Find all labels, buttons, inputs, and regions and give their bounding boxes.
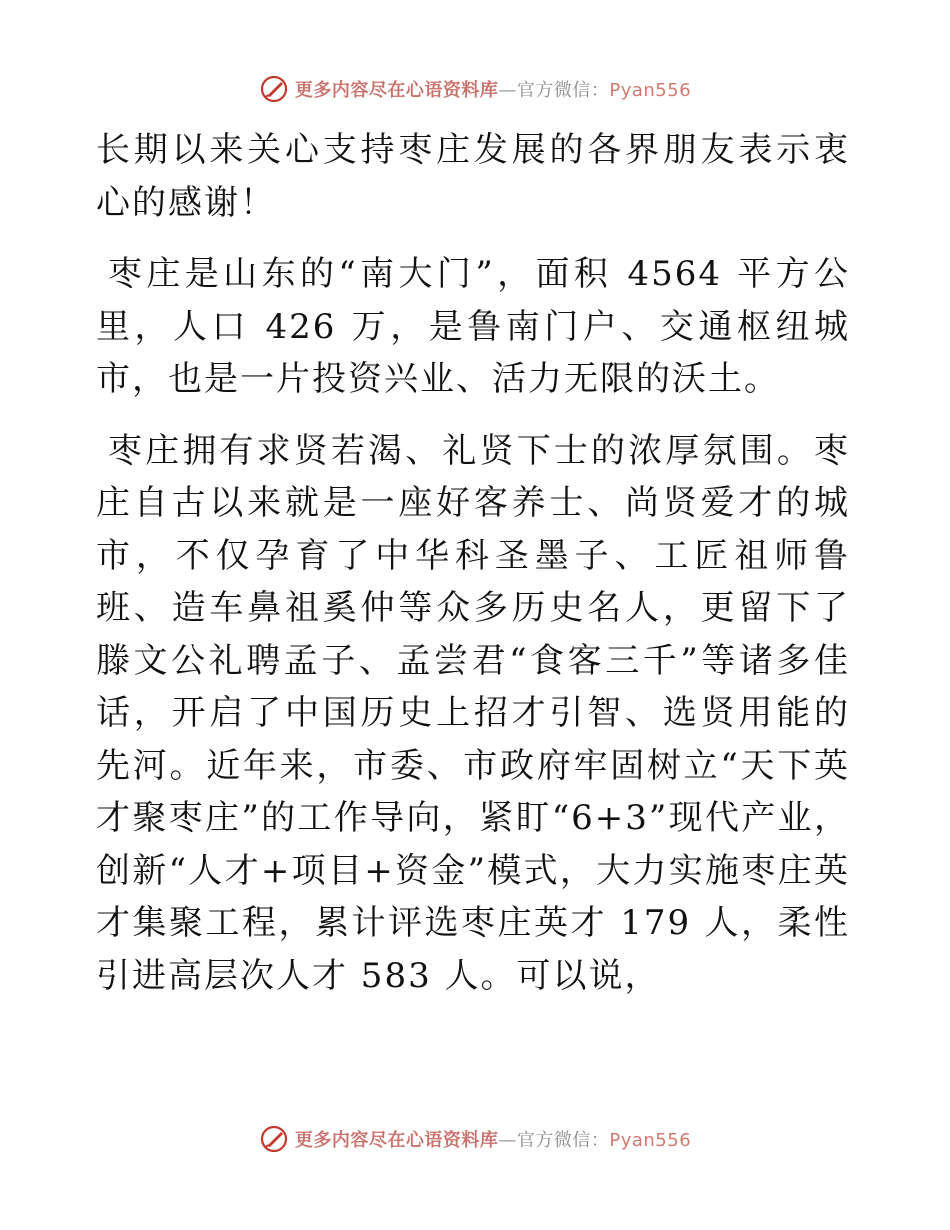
watermark-official-label: 官方微信： bbox=[516, 80, 610, 101]
header-watermark bbox=[0, 72, 950, 106]
watermark-text bbox=[295, 76, 691, 102]
watermark-brand: 更多内容尽在心语资料库 bbox=[294, 1130, 499, 1151]
document-body bbox=[96, 124, 850, 1002]
paragraph-1: 长期以来关心支持枣庄发展的各界朋友表示衷心的感谢！ bbox=[96, 130, 850, 223]
watermark-separator: — bbox=[498, 1130, 517, 1151]
watermark-account: Pyan556 bbox=[609, 1130, 692, 1151]
quill-logo-icon bbox=[259, 74, 289, 104]
watermark-official-label: 官方微信： bbox=[516, 1130, 610, 1151]
watermark-account: Pyan556 bbox=[609, 80, 692, 101]
watermark-brand: 更多内容尽在心语资料库 bbox=[294, 80, 499, 101]
watermark-separator: — bbox=[498, 80, 517, 101]
footer-watermark bbox=[0, 1122, 950, 1156]
paragraph-2: 枣庄是山东的“南大门”，面积 4564 平方公里，人口 426 万，是鲁南门户、交通枢纽城市，也是一片投资兴业、活力无限的沃土。 bbox=[96, 254, 850, 399]
paragraph-3: 枣庄拥有求贤若渴、礼贤下士的浓厚氛围。枣庄自古以来就是一座好客养士、尚贤爱才的城市，不仅孕育了中华科圣墨子、工匠祖师鲁班、造车鼻祖奚仲等众多历史名人，更留下了滕文公礼聘孟子、孟尝君“食客三千”等诸多佳话，开启了中国历史上招才引智、选贤用能的先河。近年来，市委、市政府牢固树立“天下英才聚枣庄”的工作导向，紧盯“6+3”现代产业，创新“人才+项目+资金”模式，大力实施枣庄英才集聚工程，累计评选枣庄英才 179 人，柔性引进高层次人才 583 人。可以说， bbox=[96, 430, 850, 996]
watermark-text bbox=[295, 1126, 691, 1152]
quill-logo-icon bbox=[259, 1124, 289, 1154]
